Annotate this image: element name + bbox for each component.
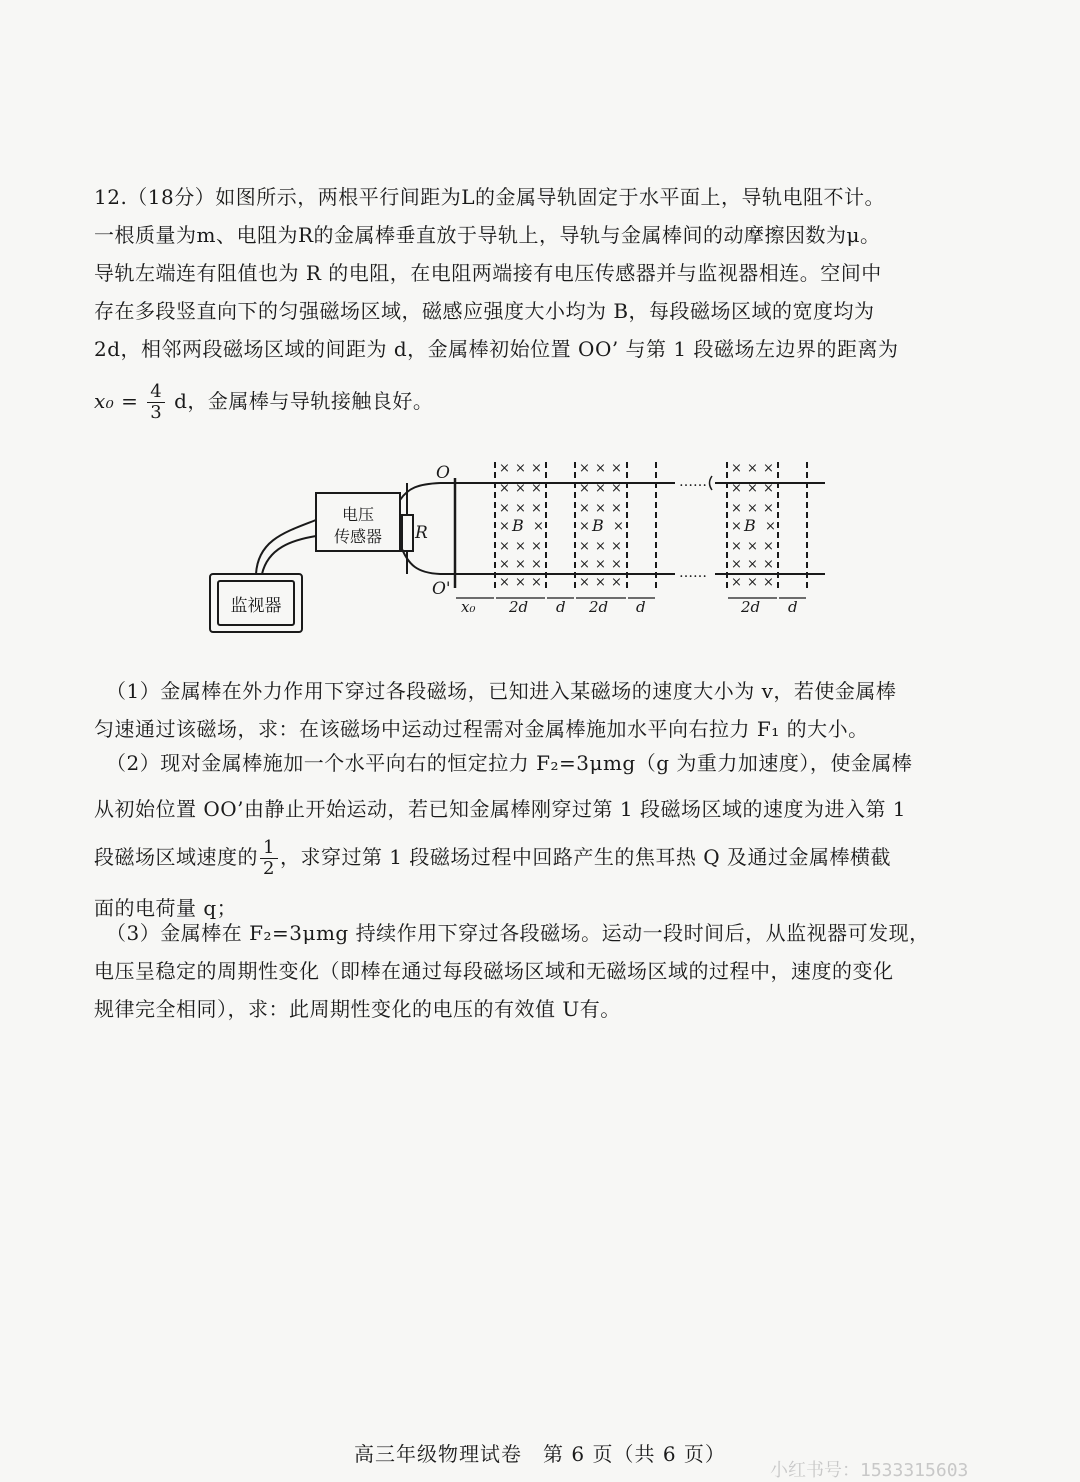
break-mark	[710, 476, 713, 490]
svg-text:×: ×	[579, 519, 590, 534]
svg-text:×: ×	[763, 557, 774, 572]
svg-text:×: ×	[747, 557, 758, 572]
svg-text:×: ×	[499, 557, 510, 572]
watermark: 小红书号：1533315603	[770, 1460, 969, 1481]
svg-text:×: ×	[747, 575, 758, 590]
label-o-prime: O'	[432, 579, 451, 599]
svg-text:×: ×	[531, 501, 542, 516]
field2-b-label: B	[592, 516, 604, 535]
monitor-label: 监视器	[230, 596, 282, 616]
label-r: R	[415, 523, 428, 543]
q3-line: 电压呈稳定的周期性变化（即棒在通过每段磁场区域和无磁场区域的过程中，速度的变化	[94, 959, 894, 983]
svg-text:×: ×	[763, 481, 774, 496]
intro-line: 导轨左端连有阻值也为 R 的电阻，在电阻两端接有电压传感器并与监视器相连。空间中	[94, 261, 882, 285]
svg-text:×: ×	[611, 481, 622, 496]
svg-text:×: ×	[595, 481, 606, 496]
svg-text:×: ×	[731, 461, 742, 476]
svg-text:×: ×	[515, 557, 526, 572]
svg-text:×: ×	[747, 461, 758, 476]
q1-line: （1）金属棒在外力作用下穿过各段磁场，已知进入某磁场的速度大小为 v，若使金属棒	[106, 679, 897, 703]
dim-2d-1: 2d	[509, 598, 529, 616]
svg-text:×: ×	[731, 519, 742, 534]
dim-x0: x₀	[461, 598, 476, 616]
svg-text:×: ×	[579, 481, 590, 496]
intro-line: 一根质量为m、电阻为R的金属棒垂直放于导轨上，导轨与金属棒间的动摩擦因数为μ。	[94, 223, 881, 247]
svg-text:×: ×	[731, 481, 742, 496]
svg-text:×: ×	[499, 539, 510, 554]
x0-suffix: d，金属棒与导轨接触良好。	[174, 389, 434, 413]
svg-text:×: ×	[579, 575, 590, 590]
svg-text:×: ×	[611, 575, 622, 590]
x0-line	[94, 382, 914, 423]
svg-text:×: ×	[611, 557, 622, 572]
x0-prefix: x₀ =	[94, 389, 139, 413]
svg-text:×: ×	[731, 557, 742, 572]
half-numerator: 1	[260, 838, 278, 859]
svg-text:×: ×	[579, 539, 590, 554]
q2-fraction-line	[94, 838, 926, 879]
svg-text:×: ×	[515, 501, 526, 516]
svg-text:×: ×	[531, 557, 542, 572]
dim-d-2: d	[636, 598, 646, 616]
q1-line: 匀速通过该磁场，求：在该磁场中运动过程需对金属棒施加水平向右拉力 F₁ 的大小。	[94, 717, 869, 741]
ellipsis-bottom: ……	[679, 565, 707, 581]
svg-text:×: ×	[515, 539, 526, 554]
svg-text:×: ×	[531, 575, 542, 590]
svg-text:×: ×	[579, 557, 590, 572]
svg-text:×: ×	[747, 481, 758, 496]
svg-text:×: ×	[595, 461, 606, 476]
x0-fraction	[147, 382, 165, 423]
svg-text:×: ×	[531, 461, 542, 476]
q2-line: （2）现对金属棒施加一个水平向右的恒定拉力 F₂=3μmg（g 为重力加速度），使金属棒	[106, 751, 913, 775]
sensor-label-line1: 电压	[341, 505, 375, 524]
page-footer: 高三年级物理试卷 第 6 页（共 6 页）	[354, 1442, 726, 1466]
ellipsis-top: ……	[679, 474, 707, 490]
intro-line: 2d，相邻两段磁场区域的间距为 d，金属棒初始位置 OO’ 与第 1 段磁场左边界的距离为	[94, 337, 899, 361]
dim-d-n: d	[788, 598, 798, 616]
svg-text:×: ×	[613, 519, 624, 534]
svg-text:×: ×	[731, 539, 742, 554]
svg-text:×: ×	[515, 481, 526, 496]
intro-line: 12.（18分）如图所示，两根平行间距为L的金属导轨固定于水平面上，导轨电阻不计。	[94, 185, 886, 209]
dim-2d-n: 2d	[741, 598, 761, 616]
svg-text:×: ×	[731, 501, 742, 516]
question-1	[94, 672, 926, 748]
svg-text:×: ×	[531, 481, 542, 496]
q3-line: 规律完全相同），求：此周期性变化的电压的有效值 U有。	[94, 997, 621, 1021]
svg-text:×: ×	[595, 501, 606, 516]
svg-text:×: ×	[533, 519, 544, 534]
fieldn-b-label: B	[744, 516, 756, 535]
q2-line: 从初始位置 OO’由静止开始运动，若已知金属棒刚穿过第 1 段磁场区域的速度为进入第 1	[94, 797, 907, 821]
sensor-label-line2: 传感器	[333, 527, 383, 546]
svg-text:×: ×	[579, 461, 590, 476]
q2-frac-prefix: 段磁场区域速度的	[94, 845, 258, 869]
svg-text:×: ×	[611, 501, 622, 516]
circuit-diagram	[0, 440, 1080, 650]
svg-text:×: ×	[499, 575, 510, 590]
field1-b-label: B	[512, 516, 524, 535]
svg-text:×: ×	[747, 539, 758, 554]
svg-text:×: ×	[763, 575, 774, 590]
svg-text:×: ×	[763, 501, 774, 516]
svg-text:×: ×	[763, 539, 774, 554]
svg-text:×: ×	[499, 461, 510, 476]
svg-text:×: ×	[595, 539, 606, 554]
q2-frac-suffix: ，求穿过第 1 段磁场过程中回路产生的焦耳热 Q 及通过金属棒横截	[279, 845, 892, 869]
half-denominator: 2	[263, 858, 275, 879]
intro-line: 存在多段竖直向下的匀强磁场区域，磁感应强度大小均为 B，每段磁场区域的宽度均为	[94, 299, 875, 323]
svg-text:×: ×	[765, 519, 776, 534]
q2-line: 面的电荷量 q；	[94, 896, 238, 920]
svg-text:×: ×	[515, 575, 526, 590]
svg-text:×: ×	[611, 539, 622, 554]
svg-text:×: ×	[747, 501, 758, 516]
label-o: O	[436, 463, 450, 483]
x0-numerator: 4	[147, 382, 165, 403]
svg-text:×: ×	[499, 481, 510, 496]
svg-text:×: ×	[595, 575, 606, 590]
svg-text:×: ×	[499, 519, 510, 534]
question-3	[94, 914, 930, 1028]
q3-line: （3）金属棒在 F₂=3μmg 持续作用下穿过各段磁场。运动一段时间后，从监视器可发现，	[106, 921, 930, 945]
svg-text:×: ×	[531, 539, 542, 554]
svg-text:×: ×	[595, 557, 606, 572]
x0-denominator: 3	[150, 402, 163, 423]
question-2	[94, 744, 926, 927]
dim-2d-2: 2d	[589, 598, 609, 616]
half-fraction	[260, 838, 278, 879]
svg-text:×: ×	[579, 501, 590, 516]
problem-intro	[94, 178, 914, 423]
svg-text:×: ×	[499, 501, 510, 516]
resistor	[402, 515, 413, 551]
svg-text:×: ×	[731, 575, 742, 590]
svg-text:×: ×	[515, 461, 526, 476]
svg-text:×: ×	[763, 461, 774, 476]
dim-d-1: d	[556, 598, 566, 616]
svg-text:×: ×	[611, 461, 622, 476]
